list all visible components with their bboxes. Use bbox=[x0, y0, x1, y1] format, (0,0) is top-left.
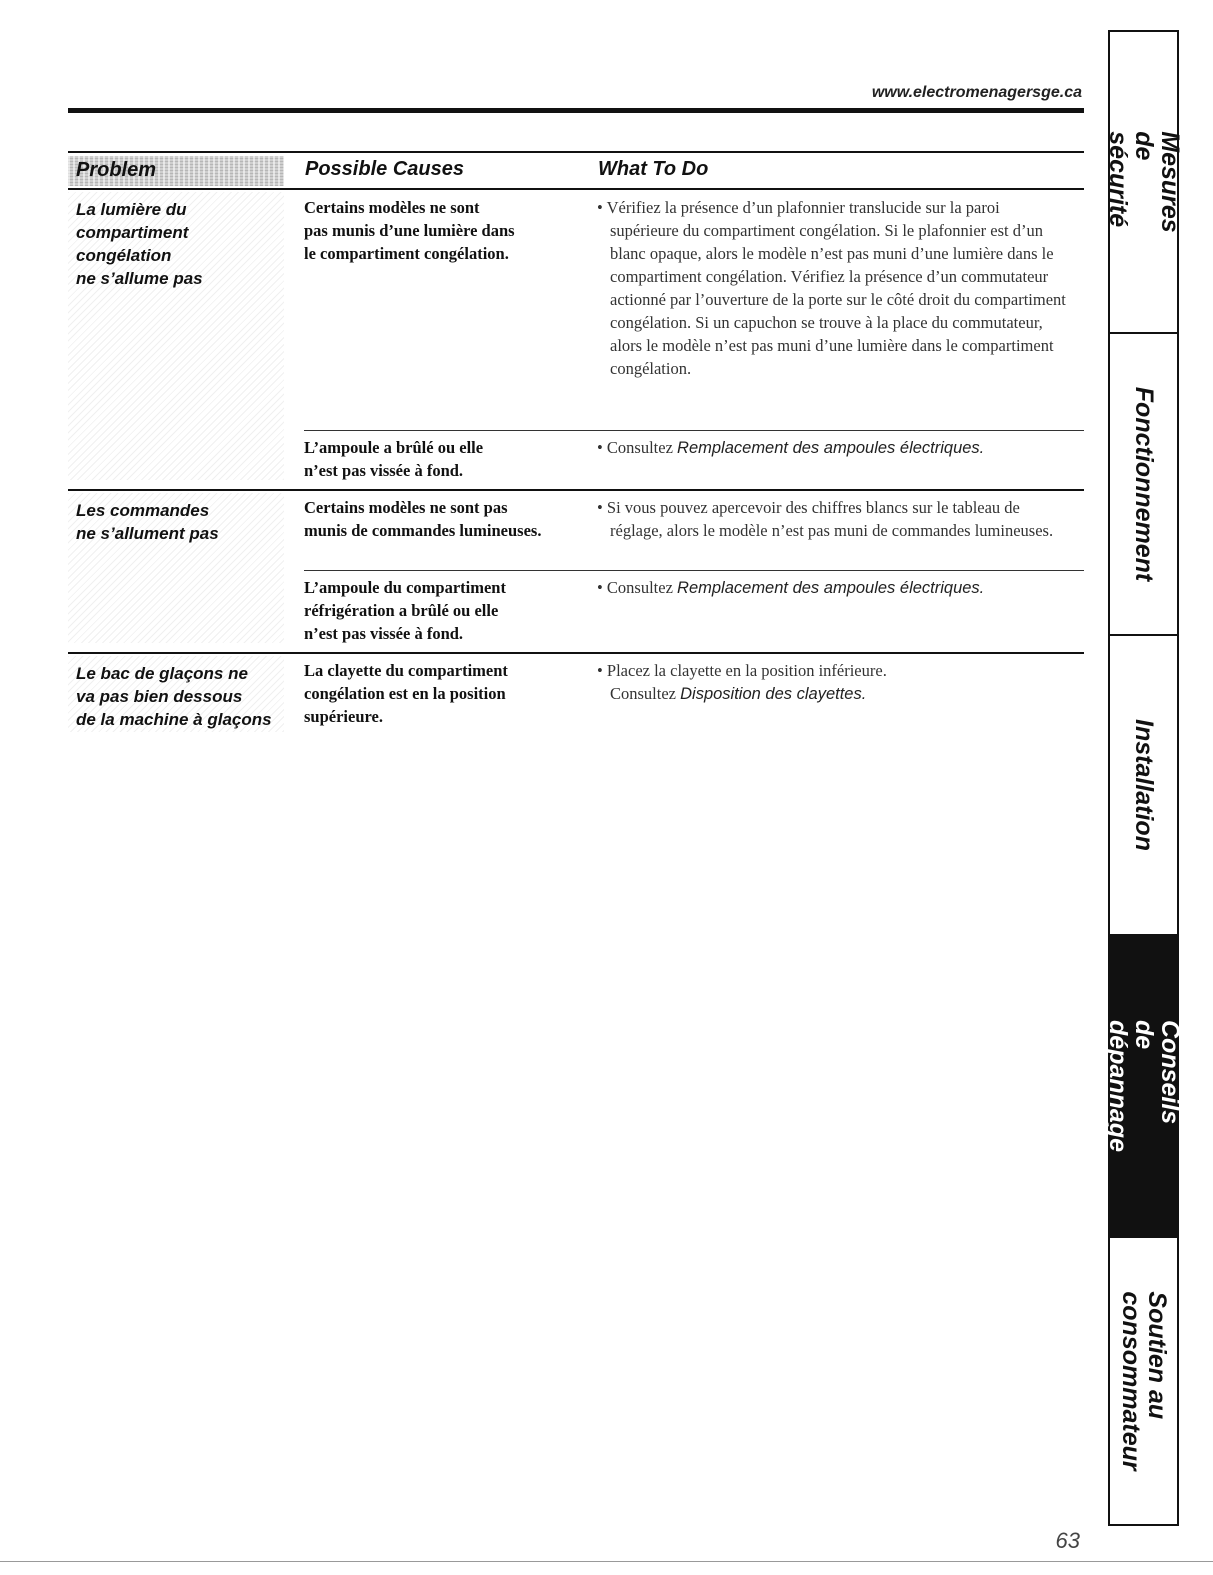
tab-conseils-de-depannage[interactable] bbox=[1103, 936, 1184, 1238]
todo-text: • Consultez Remplacement des ampoules électriques. bbox=[597, 578, 985, 597]
todo-reference: Disposition des clayettes. bbox=[680, 685, 867, 703]
todo-text-body: Placez la clayette en la position inférieure. bbox=[606, 661, 887, 680]
problem-text: Les commandes ne s’allument pas bbox=[76, 501, 219, 543]
tab-installation[interactable] bbox=[1110, 636, 1177, 936]
todo-text-body: Si vous pouvez apercevoir des chiffres blancs sur le tableau de réglage, alors le modèle n’est pas muni de commandes lumineuses. bbox=[606, 498, 1054, 540]
row-divider bbox=[304, 570, 1084, 571]
tab-fonctionnement[interactable] bbox=[1110, 334, 1177, 636]
tab-label: Mesures de sécurité bbox=[1103, 131, 1184, 233]
table-header-rule-top bbox=[68, 151, 1084, 153]
problem-cell-freezer-light bbox=[68, 192, 284, 480]
problem-text: La lumière du compartiment congélation ne s’allume pas bbox=[76, 200, 203, 288]
todo-prefix: Consultez bbox=[606, 438, 678, 457]
tab-label: Installation bbox=[1129, 719, 1158, 851]
website-url[interactable]: www.electromenagersge.ca bbox=[871, 84, 1082, 101]
page-number: 63 bbox=[1055, 1528, 1080, 1553]
todo-text: • Consultez Remplacement des ampoules électriques. bbox=[597, 438, 985, 457]
column-header-causes: Possible Causes bbox=[305, 158, 464, 180]
table-header-rule-bottom bbox=[68, 188, 1084, 190]
tab-label: Fonctionnement bbox=[1129, 386, 1158, 582]
tab-soutien-au-consommateur[interactable] bbox=[1110, 1238, 1177, 1524]
cause-text: La clayette du compartiment congélation est en la position supérieure. bbox=[304, 661, 508, 726]
cause-text: Certains modèles ne sont pas munis de commandes lumineuses. bbox=[304, 498, 542, 540]
column-header-problem bbox=[68, 156, 284, 186]
todo-text: • Vérifiez la présence d’un plafonnier translucide sur la paroi supérieure du compartiment congélation. Si le plafonnier est d’un blanc opaque, alors le modèle n’est pas muni d’une lumière dans le compartiment congélation. Vérifiez la présence d’un commutateur actionné par l’ouverture de la porte sur le côté droit du compartiment congélation. Si un capuchon se trouve à la place du commutateur, alors le modèle n’est pas muni d’une lumière dans le compartiment congélation. bbox=[597, 198, 1066, 378]
tab-label: Conseils de dépannage bbox=[1103, 1020, 1184, 1152]
column-header-problem-label: Problem bbox=[76, 159, 157, 181]
cause-text: L’ampoule du compartiment réfrigération a brûlé ou elle n’est pas vissée à fond. bbox=[304, 578, 506, 643]
cause-text: Certains modèles ne sont pas munis d’une lumière dans le compartiment congélation. bbox=[304, 198, 515, 263]
todo-reference: Remplacement des ampoules électriques. bbox=[677, 579, 985, 597]
todo-prefix: Consultez bbox=[606, 578, 678, 597]
problem-text: Le bac de glaçons ne va pas bien dessous de la machine à glaçons bbox=[76, 664, 272, 729]
tab-mesures-de-securite[interactable] bbox=[1103, 32, 1184, 334]
section-sidebar bbox=[1103, 30, 1184, 1526]
problem-cell-ice-bin bbox=[68, 656, 284, 732]
todo-text-body: Vérifiez la présence d’un plafonnier translucide sur la paroi supérieure du compartiment congélation. Si le plafonnier est d’un blanc opaque, alors le modèle n’est pas muni d’une lumière dans le compartiment congélation. Vérifiez la présence d’un commutateur actionné par l’ouverture de la porte sur le côté droit du compartiment congélation. Si un capuchon se trouve à la place du commutateur, alors le modèle n’est pas muni d’une lumière dans le compartiment congélation. bbox=[606, 198, 1066, 378]
row-divider bbox=[304, 430, 1084, 431]
cause-text: L’ampoule a brûlé ou elle n’est pas vissée à fond. bbox=[304, 438, 484, 480]
group-divider bbox=[68, 489, 1084, 491]
bottom-rule bbox=[0, 1561, 1213, 1562]
header-rule bbox=[68, 108, 1084, 113]
todo-text: • Si vous pouvez apercevoir des chiffres blancs sur le tableau de réglage, alors le modèle n’est pas muni de commandes lumineuses. bbox=[597, 498, 1054, 540]
todo-prefix: Consultez bbox=[610, 684, 681, 703]
column-header-todo: What To Do bbox=[598, 158, 709, 180]
tab-label: Soutien au consommateur bbox=[1116, 1291, 1171, 1471]
group-divider bbox=[68, 652, 1084, 654]
todo-text: • Placez la clayette en la position inférieure. Consultez Disposition des clayettes. bbox=[597, 661, 887, 703]
todo-reference: Remplacement des ampoules électriques. bbox=[677, 439, 985, 457]
problem-cell-controls-light bbox=[68, 493, 284, 643]
